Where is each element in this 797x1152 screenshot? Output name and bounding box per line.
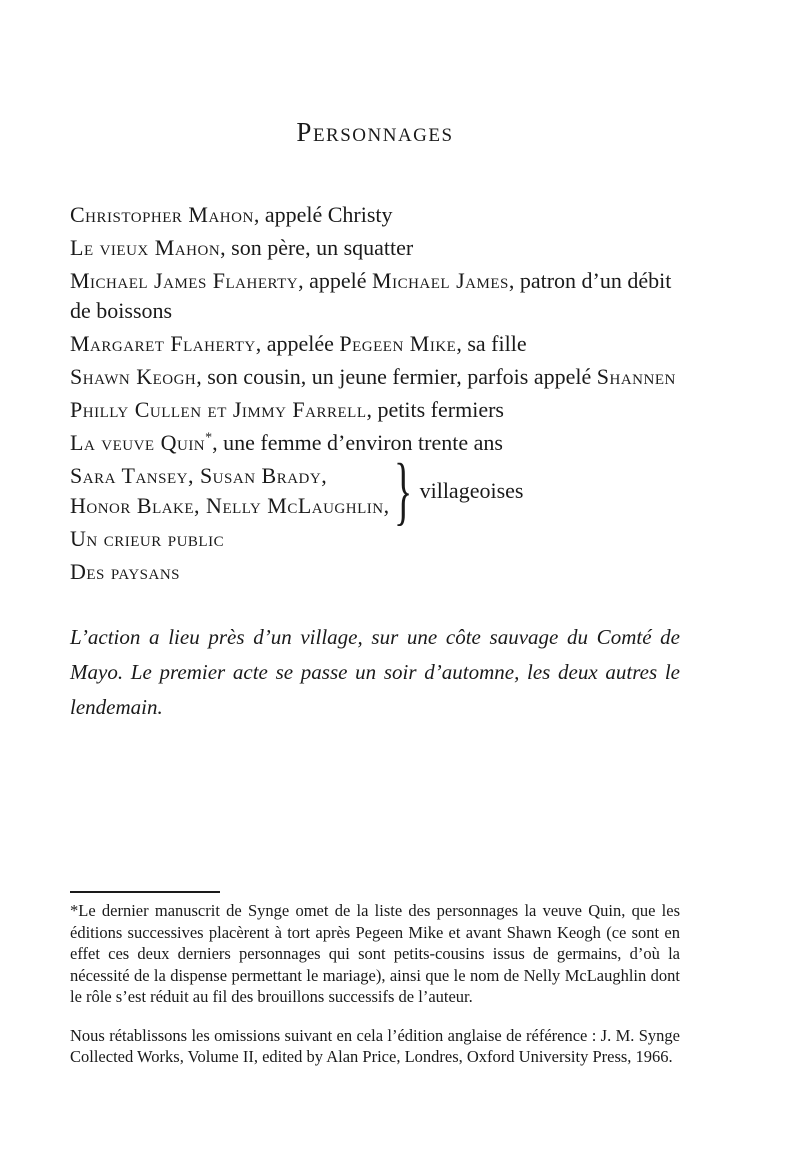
character-description: , une femme d’environ trente ans [212, 430, 503, 455]
character-name: Margaret Flaherty [70, 331, 256, 356]
character-description: , son cousin, un jeune fermier, parfois appelé [196, 364, 597, 389]
character-description: , petits fermiers [366, 397, 504, 422]
villager-group [70, 449, 680, 533]
setting-description: L’action a lieu près d’un village, sur une côte sauvage du Comté de Mayo. Le premier acte se passe un soir d’automne, les deux autres le lendemain. [70, 625, 680, 719]
character-name: Honor Blake, Nelly McLaughlin, [70, 493, 390, 518]
character-entry-crieur-public [70, 524, 680, 554]
character-entry-philly-jimmy [70, 395, 680, 425]
character-entry-veuve-quin [70, 428, 680, 458]
character-description: , sa fille [456, 331, 527, 356]
character-entry-christopher-mahon [70, 200, 680, 230]
character-name: Michael James Flaherty [70, 268, 299, 293]
villager-group-label: villageoises [419, 478, 524, 503]
character-name: La veuve Quin [70, 430, 206, 455]
character-alias: Shannen [596, 364, 676, 389]
character-name: Shawn Keogh [70, 364, 197, 389]
character-name: Un crieur public [70, 526, 225, 551]
character-entry-paysans [70, 557, 680, 587]
character-name: Des paysans [70, 559, 180, 584]
character-description: , patron d’un débit de boissons [70, 268, 672, 323]
right-brace-glyph: } [393, 449, 412, 533]
page-title: Personnages [296, 117, 454, 147]
character-alias: Pegeen Mike [339, 331, 457, 356]
villager-names [70, 461, 390, 521]
character-name: Philly Cullen et Jimmy Farrell [70, 397, 367, 422]
character-description: , appelée [255, 331, 340, 356]
character-description: , son père, un squatter [220, 235, 414, 260]
character-entry-vieux-mahon [70, 233, 680, 263]
text-block [70, 0, 680, 725]
footnote-text [70, 900, 680, 1008]
character-name: Sara Tansey, Susan Brady, [70, 463, 328, 488]
character-list [70, 200, 680, 587]
character-name: Christopher Mahon [70, 202, 254, 227]
footnote-marker-reference: * [205, 430, 213, 446]
footnote-section [70, 891, 680, 1068]
character-description: , appelé Christy [253, 202, 393, 227]
character-entry-michael-james-flaherty [70, 266, 680, 326]
character-name: Le vieux Mahon [70, 235, 221, 260]
footnote-marker: * [70, 901, 79, 920]
character-entry-shawn-keogh [70, 362, 680, 392]
character-alias: Michael James [372, 268, 509, 293]
editorial-note: Nous rétablissons les omissions suivant en cela l’édition anglaise de référence : J. M. Synge Collected Works, Volume II, edited by Alan Price, Londres, Oxford University Press, 1966. [70, 1025, 680, 1066]
villager-line [70, 461, 390, 491]
villager-line [70, 491, 390, 521]
character-description: , appelé [298, 268, 373, 293]
character-entry-margaret-flaherty [70, 329, 680, 359]
footnote-rule [70, 891, 220, 893]
footnote-body: Le dernier manuscrit de Synge omet de la liste des personnages la veuve Quin, que les éditions successives placèrent à tort après Pegeen Mike et avant Shawn Keogh (ce sont en effet ces deux derniers personnages qui sont petits-cousins issus de germains, d’où la nécessité de la dispense permettant le mariage), ainsi que le nom de Nelly McLaughlin dont le rôle s’est réduit au fil des brouillons successifs de l’auteur. [70, 901, 680, 1006]
